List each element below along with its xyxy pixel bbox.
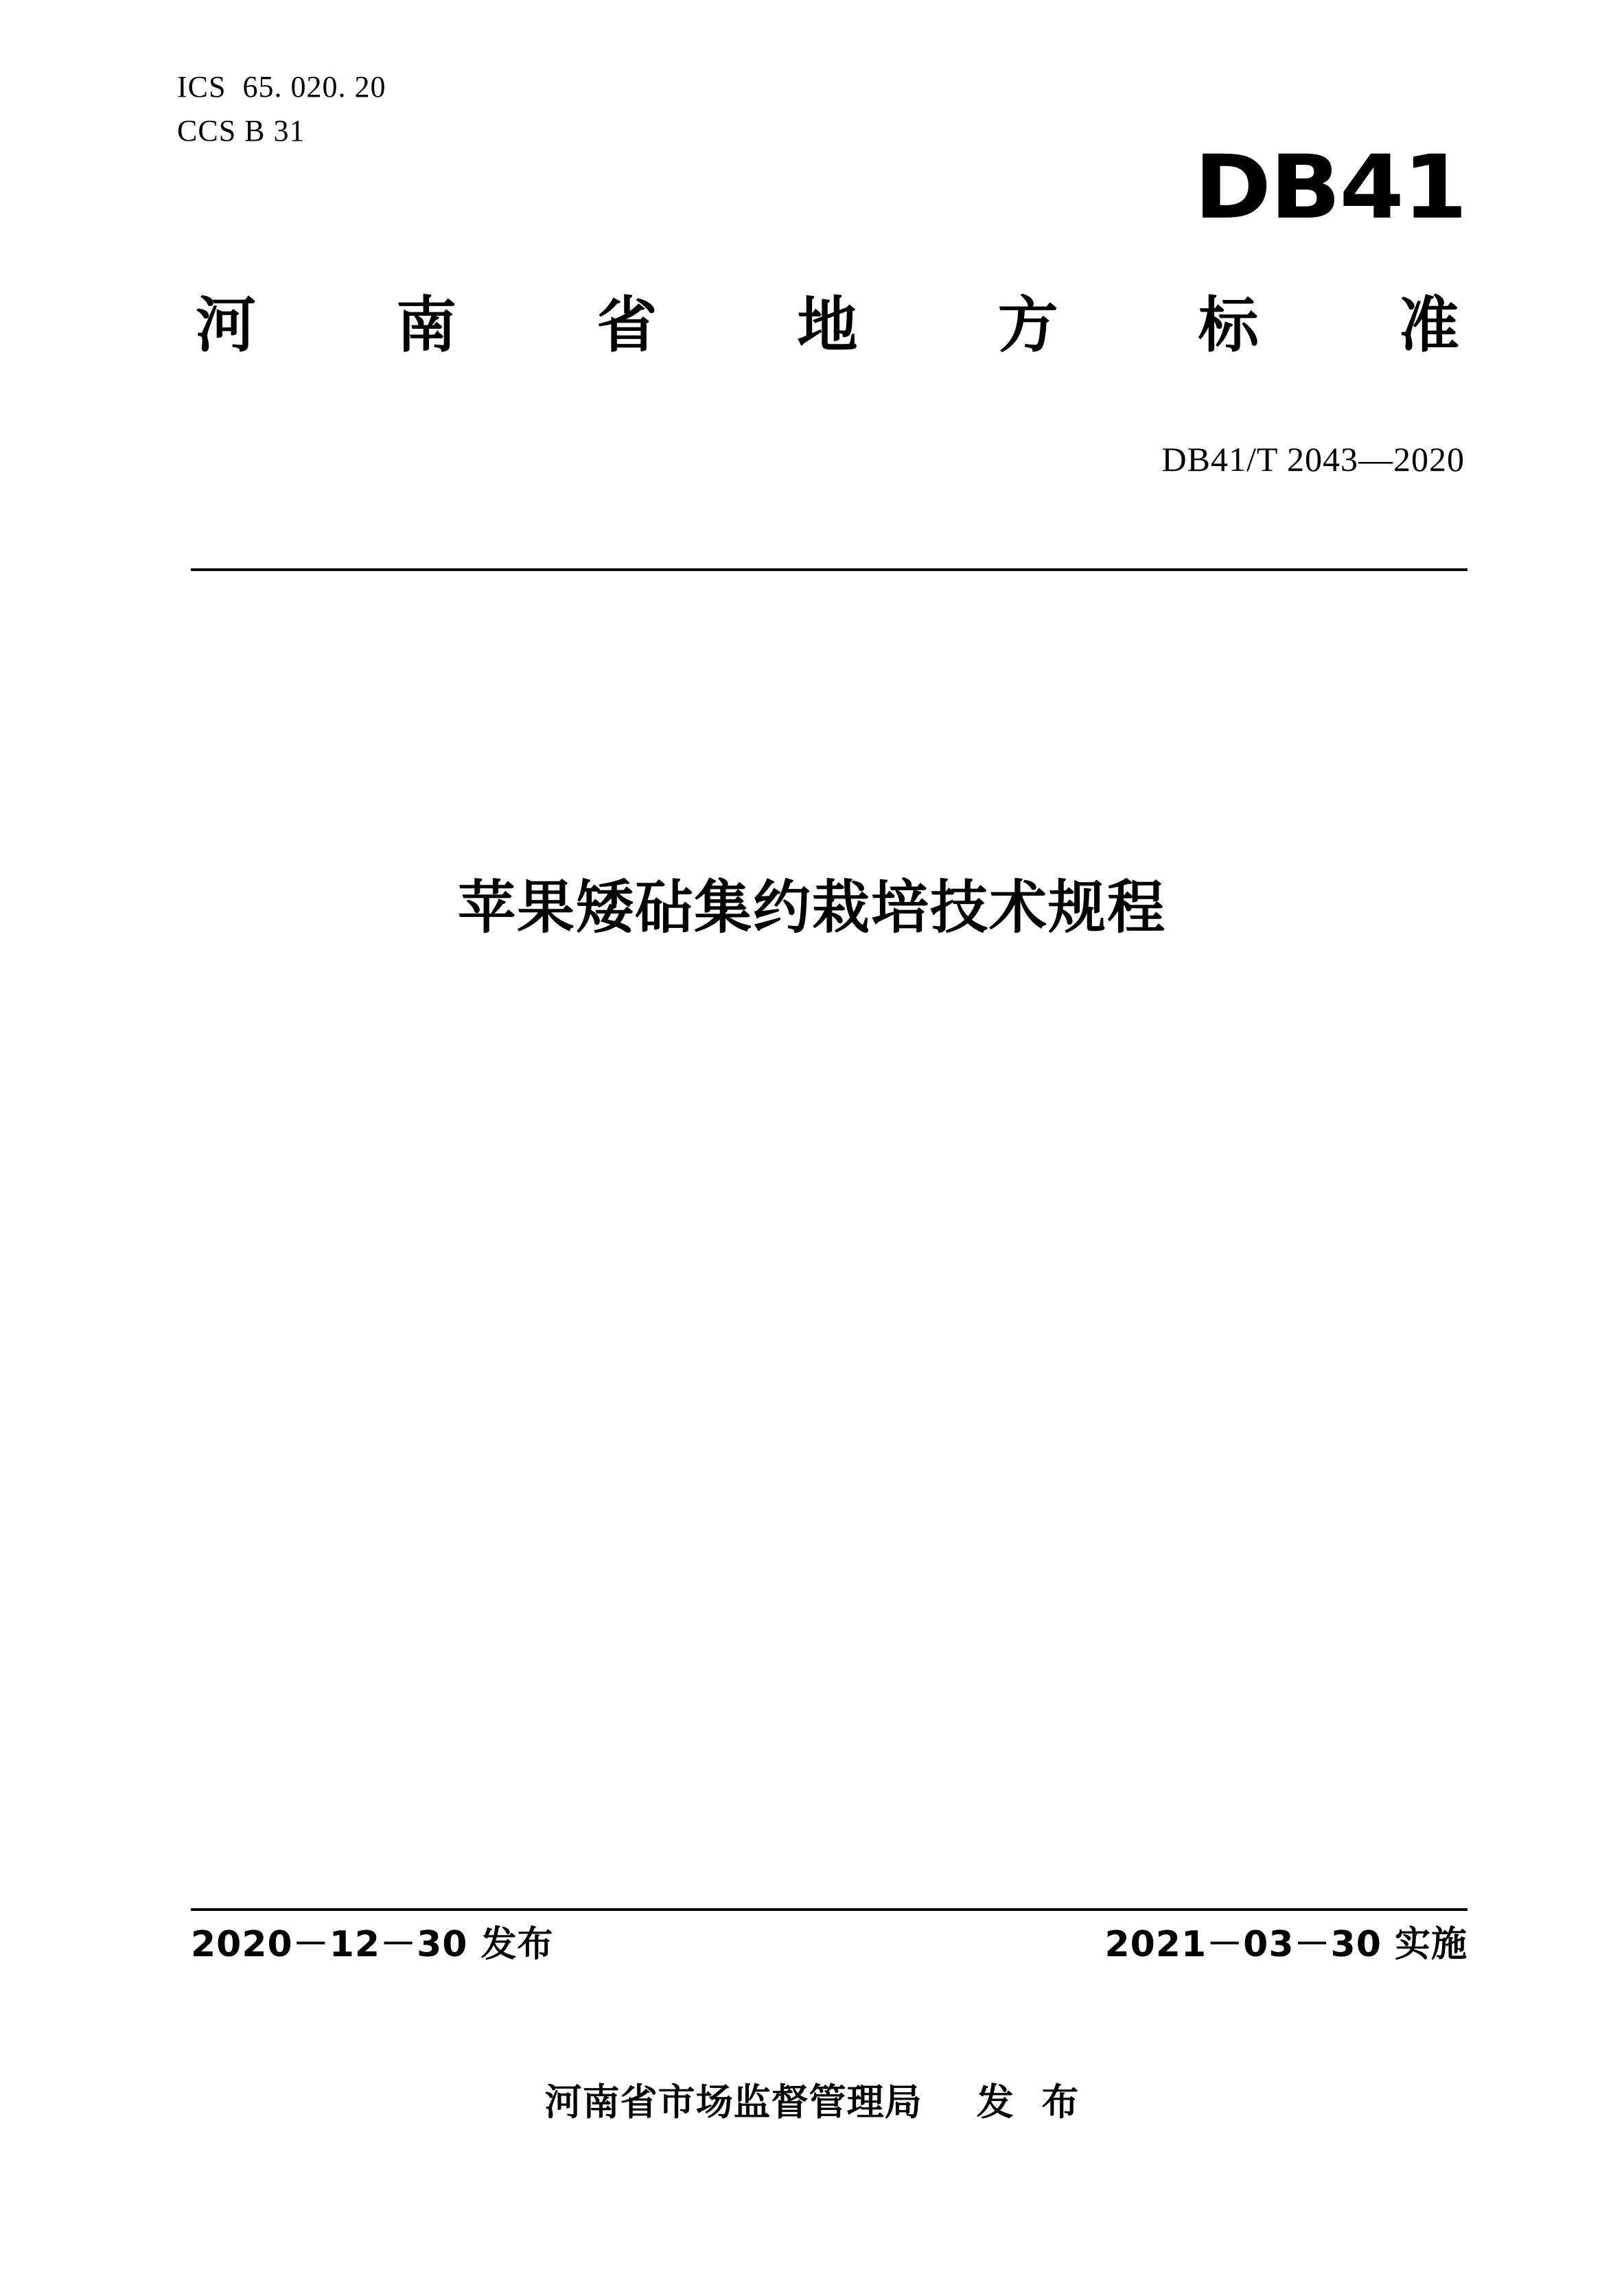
heading-char-4: 方 [997, 290, 1058, 360]
ics-code: ICS 65. 020. 20 [177, 70, 386, 104]
heading-char-5: 标 [1198, 290, 1259, 360]
publisher-line: 河南省市场监督管理局 发 布 [544, 2080, 1080, 2124]
db41-logo: DB41 [1194, 137, 1466, 239]
header-divider [191, 568, 1468, 571]
issue-date: 2020－12－30 发布 [191, 1924, 554, 1965]
heading-char-1: 南 [396, 290, 457, 360]
heading-char-0: 河 [196, 290, 257, 360]
standard-number: DB41/T 2043—2020 [1161, 440, 1465, 478]
province-standard-heading [175, 290, 1466, 360]
heading-char-2: 省 [596, 290, 658, 360]
dates-row [191, 1915, 1468, 1967]
decorative-watermark [384, 1338, 1208, 1819]
footer-divider [191, 1908, 1468, 1911]
heading-char-3: 地 [797, 290, 858, 360]
classification-codes [177, 65, 386, 153]
heading-char-6: 准 [1398, 290, 1459, 360]
ccs-code: CCS B 31 [177, 113, 305, 148]
implement-date: 2021－03－30 实施 [1104, 1924, 1468, 1965]
page-title: 苹果矮砧集约栽培技术规程 [457, 874, 1166, 941]
